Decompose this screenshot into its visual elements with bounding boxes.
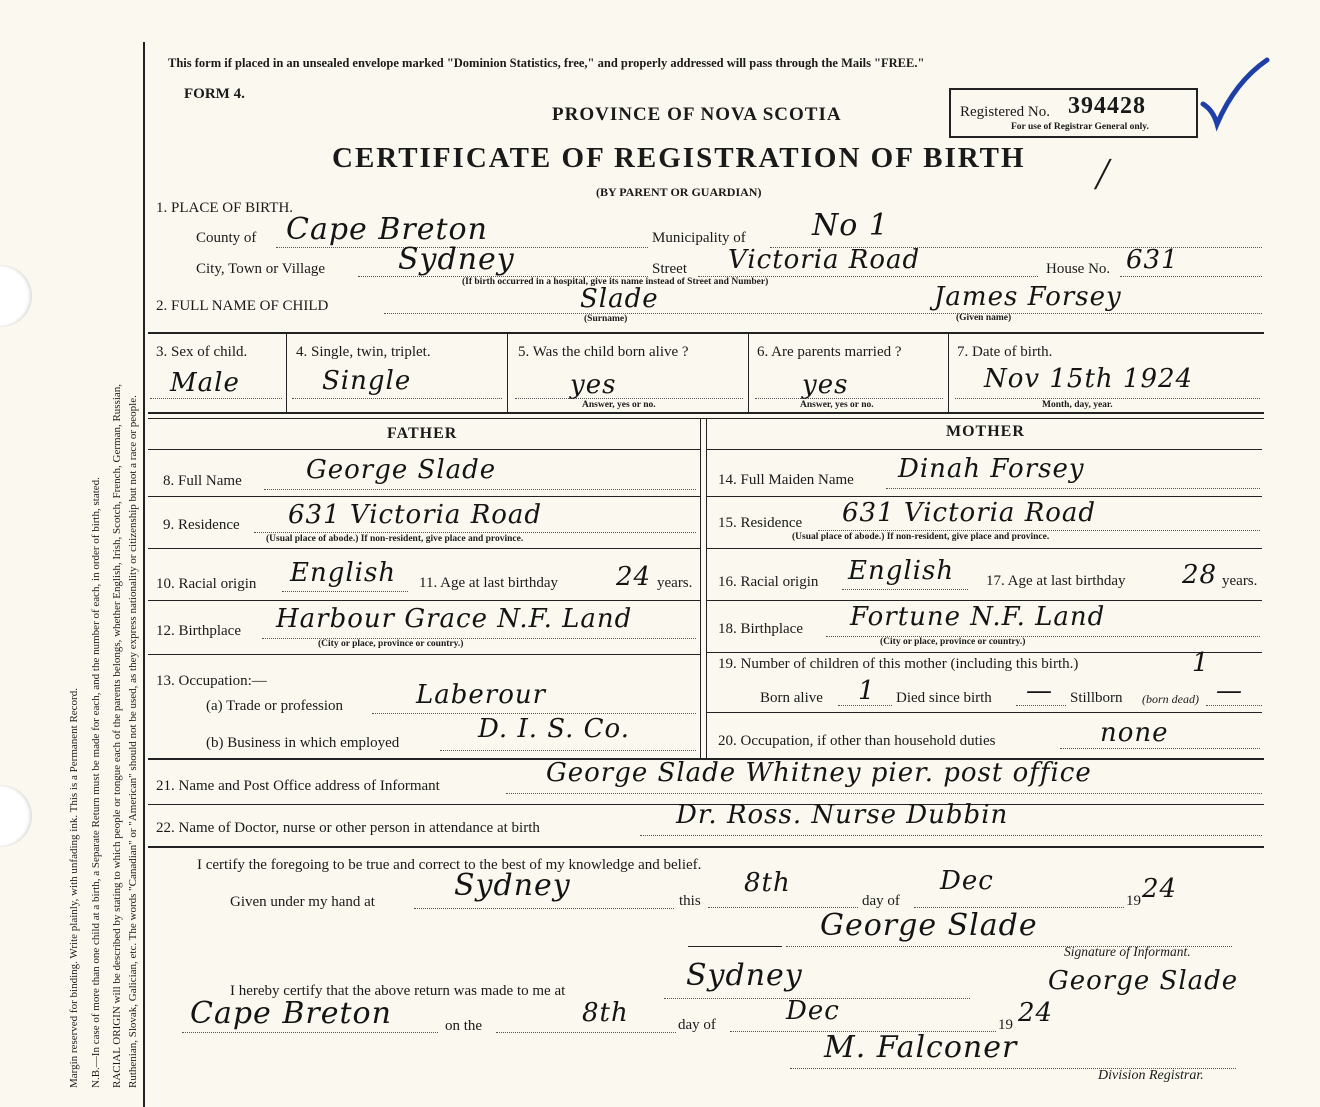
married-note: Answer, yes or no.: [800, 400, 874, 410]
mother-residence-value: 631 Victoria Road: [842, 498, 1097, 528]
county-label: County of: [196, 230, 257, 246]
mother-birthplace-value: Fortune N.F. Land: [850, 602, 1106, 632]
registrar-signature: M. Falconer: [824, 1030, 1018, 1065]
surname-note: (Surname): [584, 314, 628, 324]
tick-mark: ╱: [1095, 160, 1111, 189]
street-label: Street: [652, 261, 687, 277]
mother-age-value: 28: [1182, 560, 1218, 590]
child-name-label: 2. FULL NAME OF CHILD: [156, 298, 329, 314]
attendant-value: Dr. Ross. Nurse Dubbin: [676, 800, 1009, 830]
certification-day: 8th: [744, 868, 791, 898]
city-label: City, Town or Village: [196, 261, 326, 277]
registrar-note: For use of Registrar General only.: [1011, 122, 1149, 132]
alive-value: yes: [570, 370, 617, 400]
house-label: House No.: [1046, 261, 1111, 277]
form-number: FORM 4.: [184, 86, 245, 102]
house-value: 631: [1126, 245, 1179, 275]
division-registrar-label: Division Registrar.: [1098, 1068, 1204, 1083]
father-age-label: 11. Age at last birthday: [419, 575, 558, 591]
informant-signature: George Slade: [820, 908, 1038, 943]
business-value: D. I. S. Co.: [478, 714, 631, 744]
father-age-value: 24: [616, 562, 652, 592]
given-note: (Given name): [956, 313, 1012, 323]
father-residence-note: (Usual place of abode.) If non-resident, give place and province.: [266, 534, 524, 544]
trade-value: Laberour: [416, 680, 547, 710]
certification-month: Dec: [940, 866, 994, 896]
given-under-label: Given under my hand at: [230, 894, 375, 910]
margin-note: N.B.—In case of more than one child at a birth, a Separate Return must be made for each, and the number of each, in order of birth, stated.: [90, 477, 102, 1088]
father-heading: FATHER: [387, 425, 458, 442]
binding-hole: [0, 265, 32, 327]
binding-hole: [0, 785, 32, 847]
city-value: Sydney: [398, 242, 515, 277]
margin-note: RACIAL ORIGIN will be described by stating to which people or tongue each of the parents belongs, whether English, Irish, Scotch, French, German, Russian,: [111, 383, 123, 1088]
father-name-value: George Slade: [306, 455, 497, 485]
married-label: 6. Are parents married ?: [757, 344, 902, 360]
registrar-informant-signature: George Slade: [1048, 966, 1239, 996]
child-surname: Slade: [580, 284, 659, 314]
dob-value: Nov 15th 1924: [984, 364, 1194, 394]
on-the-label: on the: [445, 1018, 483, 1034]
stillborn-label: Stillborn: [1070, 690, 1123, 706]
sex-label: 3. Sex of child.: [156, 344, 248, 360]
alive-label: 5. Was the child born alive ?: [518, 344, 689, 360]
registrar-month: Dec: [786, 996, 840, 1026]
sex-value: Male: [170, 368, 240, 398]
registrar-county: Cape Breton: [190, 996, 392, 1031]
mother-heading: MOTHER: [946, 423, 1025, 440]
father-birthplace-note: (City or place, province or country.): [318, 639, 464, 649]
mother-race-value: English: [848, 556, 955, 586]
stillborn-value: —: [1216, 676, 1243, 706]
mother-occupation-value: none: [1100, 718, 1169, 748]
attendant-label: 22. Name of Doctor, nurse or other person in attendance at birth: [156, 820, 540, 836]
municipality-value: No 1: [812, 208, 889, 243]
mother-name-value: Dinah Forsey: [898, 454, 1085, 484]
hospital-note: (If birth occurred in a hospital, give its name instead of Street and Number): [462, 277, 769, 287]
mailing-notice: This form if placed in an unsealed envelope marked "Dominion Statistics, free," and properly addressed will pass through the Mails "FREE.": [168, 56, 925, 70]
place-of-birth-label: 1. PLACE OF BIRTH.: [156, 200, 294, 216]
informant-value: George Slade Whitney pier. post office: [546, 758, 1092, 788]
check-mark-icon: [1195, 52, 1275, 132]
mother-birthplace-note: (City or place, province or country.): [880, 637, 1026, 647]
father-years-label: years.: [657, 575, 693, 591]
year-suffix: 24: [1142, 874, 1178, 904]
this-label: this: [679, 893, 701, 909]
informant-label: 21. Name and Post Office address of Informant: [156, 778, 440, 794]
mother-occupation-label: 20. Occupation, if other than household duties: [718, 733, 996, 749]
signature-label: Signature of Informant.: [1064, 944, 1191, 959]
died-value: —: [1026, 676, 1053, 706]
margin-note: Ruthenian, Slovak, Galician, etc. The words "Canadian" or "American" should not be used, as they express nationality or citizenship but not a race or people.: [127, 395, 139, 1088]
registered-number: 394428: [1068, 93, 1146, 119]
province-heading: PROVINCE OF NOVA SCOTIA: [552, 104, 842, 125]
mother-residence-label: 15. Residence: [718, 515, 803, 531]
mother-residence-note: (Usual place of abode.) If non-resident, give place and province.: [792, 532, 1050, 542]
certificate-subtitle: (BY PARENT OR GUARDIAN): [596, 185, 762, 199]
mother-race-label: 16. Racial origin: [718, 574, 819, 590]
died-label: Died since birth: [896, 690, 992, 706]
alive-note: Answer, yes or no.: [582, 400, 656, 410]
year-prefix: 19: [1126, 893, 1141, 909]
registrar-year-suffix: 24: [1018, 998, 1054, 1028]
registration-box: [949, 88, 1198, 138]
margin-border: [143, 42, 145, 1107]
municipality-label: Municipality of: [652, 230, 746, 246]
dob-note: Month, day, year.: [1042, 400, 1113, 410]
business-label: (b) Business in which employed: [206, 735, 400, 751]
father-birthplace-label: 12. Birthplace: [156, 623, 241, 639]
father-residence-value: 631 Victoria Road: [288, 500, 543, 530]
mother-birthplace-label: 18. Birthplace: [718, 621, 803, 637]
father-residence-label: 9. Residence: [163, 517, 240, 533]
mother-age-label: 17. Age at last birthday: [986, 573, 1126, 589]
father-occupation-label: 13. Occupation:—: [156, 673, 267, 689]
born-alive-value: 1: [858, 676, 876, 706]
registrar-year-prefix: 19: [998, 1017, 1013, 1033]
margin-note: Margin reserved for binding. Write plainly, with unfading ink. This is a Permanent Record.: [68, 688, 80, 1088]
certification-statement: I certify the foregoing to be true and correct to the best of my knowledge and belief.: [197, 857, 702, 873]
registrar-day: 8th: [582, 998, 629, 1028]
child-given-name: James Forsey: [934, 282, 1122, 312]
father-race-label: 10. Racial origin: [156, 576, 257, 592]
plurality-value: Single: [322, 366, 412, 396]
dob-label: 7. Date of birth.: [957, 344, 1053, 360]
children-count-label: 19. Number of children of this mother (including this birth.): [718, 656, 1079, 672]
registrar-place: Sydney: [686, 958, 803, 993]
father-name-label: 8. Full Name: [163, 473, 242, 489]
father-race-value: English: [290, 558, 397, 588]
mother-name-label: 14. Full Maiden Name: [718, 472, 854, 488]
registrar-statement: I hereby certify that the above return was made to me at: [230, 983, 566, 999]
day-of-label: day of: [862, 893, 900, 909]
children-count-value: 1: [1192, 648, 1210, 678]
street-value: Victoria Road: [728, 245, 921, 275]
father-birthplace-value: Harbour Grace N.F. Land: [276, 604, 633, 634]
mother-years-label: years.: [1222, 573, 1258, 589]
certificate-title: CERTIFICATE OF REGISTRATION OF BIRTH: [332, 142, 1026, 174]
trade-label: (a) Trade or profession: [206, 698, 344, 714]
plurality-label: 4. Single, twin, triplet.: [296, 344, 431, 360]
registered-label: Registered No.: [960, 104, 1050, 120]
married-value: yes: [802, 370, 849, 400]
stillborn-note: (born dead): [1142, 692, 1199, 706]
county-value: Cape Breton: [286, 212, 488, 247]
born-alive-label: Born alive: [760, 690, 823, 706]
certification-place: Sydney: [454, 868, 571, 903]
registrar-day-of-label: day of: [678, 1017, 716, 1033]
